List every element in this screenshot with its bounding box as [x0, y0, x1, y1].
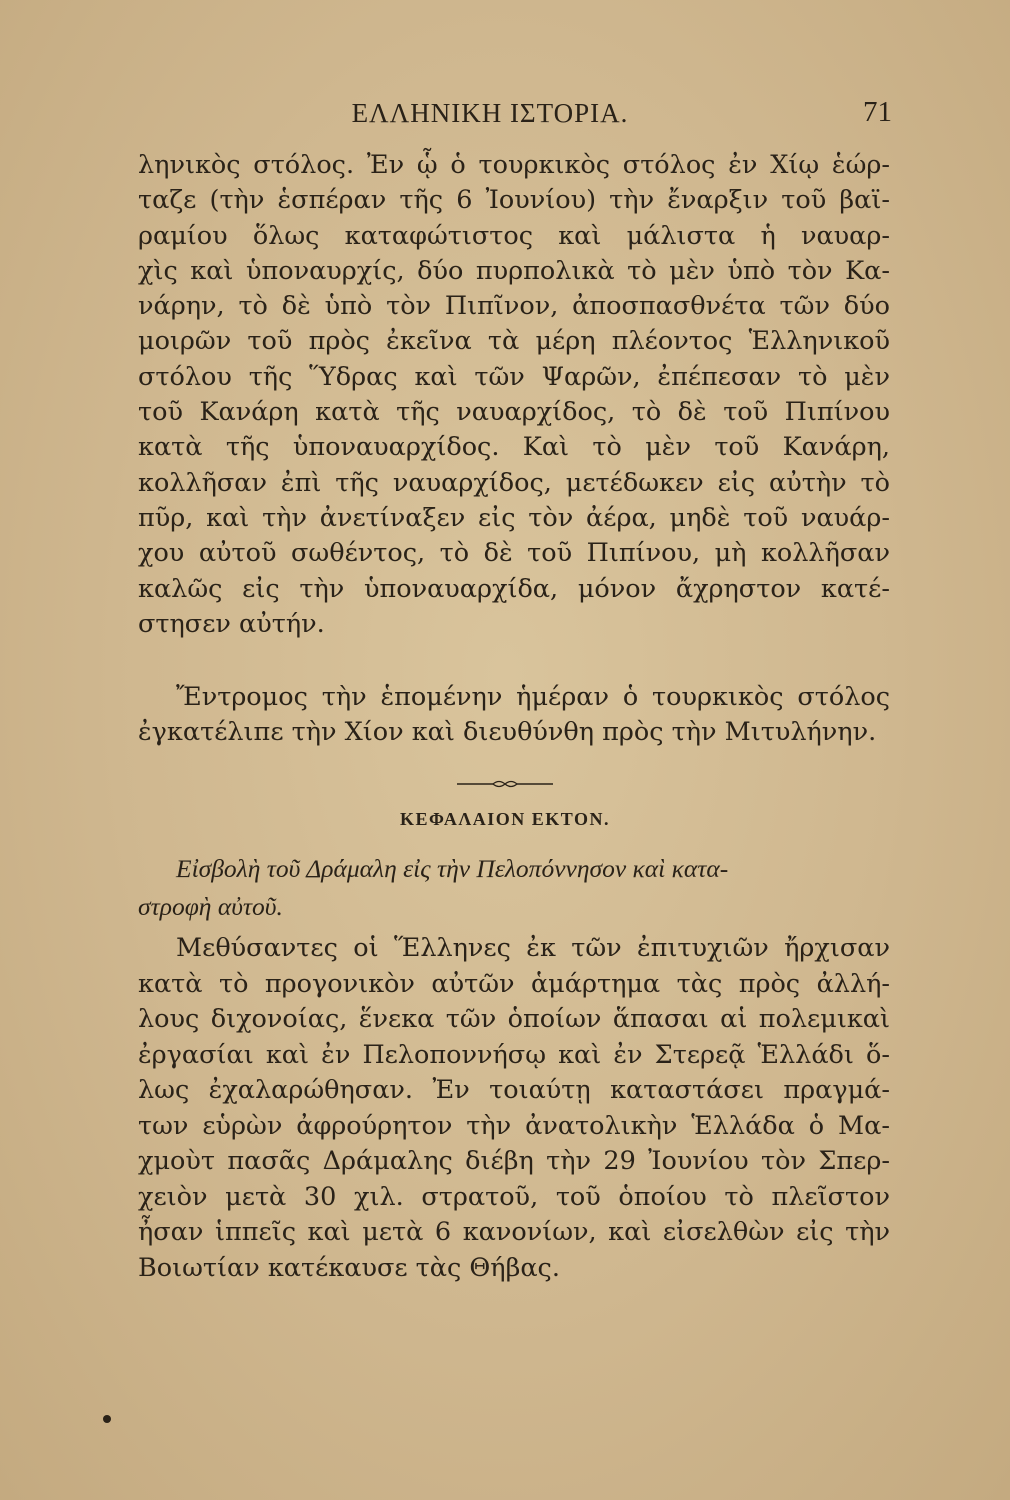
text-line: κολλῆσαν ἐπὶ τῆς ναυαρχίδος, μετέδωκεν εἰς αὐτὴν τὸ [138, 467, 890, 498]
paragraph-fleet-retreat [138, 680, 890, 751]
ink-dot-mark [103, 1415, 111, 1423]
running-title: ΕΛΛΗΝΙΚΗ ΙΣΤΟΡΙΑ. [351, 98, 629, 128]
text-line: λως ἐχαλαρώθησαν. Ἐν τοιαύτῃ καταστάσει πραγμά- [138, 1075, 890, 1105]
text-line: μοιρῶν τοῦ πρὸς ἐκεῖνα τὰ μέρη πλέοντος Ἑλληνικοῦ [138, 326, 890, 357]
text-line: χου αὐτοῦ σωθέντος, τὸ δὲ τοῦ Πιπίνου, μὴ κολλῆσαν [138, 538, 890, 569]
text-line: κατὰ τῆς ὑποναυαρχίδος. Καὶ τὸ μὲν τοῦ Κανάρη, [138, 432, 890, 463]
text-line: ἐγκατέλιπε τὴν Χίον καὶ διευθύνθη πρὸς τὴν Μιτυλήνην. [138, 717, 877, 748]
subtitle-line: στροφὴ αὐτοῦ. [138, 892, 283, 921]
text-line: χειὸν μετὰ 30 χιλ. στρατοῦ, τοῦ ὁποίου τὸ πλεῖστον [138, 1181, 890, 1212]
page-number: 71 [863, 96, 892, 128]
text-line: των εὑρὼν ἀφρούρητον τὴν ἀνατολικὴν Ἑλλάδα ὁ Μα- [138, 1110, 890, 1141]
text-line: ραμίου ὅλως καταφώτιστος καὶ μάλιστα ἡ ναυαρ- [138, 220, 890, 251]
text-line: χμοὺτ πασᾶς Δράμαλης διέβη τὴν 29 Ἰουνίου τὸν Σπερ- [138, 1146, 890, 1176]
subtitle-line: Εἰσβολὴ τοῦ Δράμαλη εἰς τὴν Πελοπόννησον καὶ κατα- [176, 854, 729, 883]
text-line: ἐργασίαι καὶ ἐν Πελοποννήσῳ καὶ ἐν Στερεᾷ Ἑλλάδι ὅ- [138, 1039, 890, 1070]
text-line: Μεθύσαντες οἱ Ἕλληνες ἐκ τῶν ἐπιτυχιῶν ἤρχισαν [176, 933, 890, 963]
text-line: ταζε (τὴν ἑσπέραν τῆς 6 Ἰουνίου) τὴν ἔναρξιν τοῦ βαϊ- [138, 185, 890, 216]
text-line: χὶς καὶ ὑποναυρχίς, δύο πυρπολικὰ τὸ μὲν ὑπὸ τὸν Κα- [138, 255, 890, 286]
text-line: ληνικὸς στόλος. Ἐν ᾧ ὁ τουρκικὸς στόλος ἐν Χίῳ ἑώρ- [138, 150, 890, 180]
text-line: στησεν αὐτήν. [138, 608, 325, 639]
text-line: κατὰ τὸ προγονικὸν αὐτῶν ἁμάρτημα τὰς πρὸς ἀλλή- [138, 968, 890, 999]
ornamental-divider [455, 779, 555, 789]
text-line: τοῦ Κανάρη κατὰ τῆς ναυαρχίδος, τὸ δὲ τοῦ Πιπίνου [138, 397, 890, 428]
text-line: Βοιωτίαν κατέκαυσε τὰς Θήβας. [138, 1252, 560, 1283]
text-line: λους διχονοίας, ἕνεκα τῶν ὁποίων ἅπασαι αἱ πολεμικαὶ [138, 1004, 890, 1034]
text-line: Ἔντρομος τὴν ἑπομένην ἡμέραν ὁ τουρκικὸς στόλος [176, 682, 890, 712]
text-line: στόλου τῆς Ὕδρας καὶ τῶν Ψαρῶν, ἐπέπεσαν τὸ μὲν [138, 361, 890, 392]
page-header [0, 94, 1010, 134]
text-line: νάρην, τὸ δὲ ὑπὸ τὸν Πιπῖνον, ἀποσπασθνέτα τῶν δύο [138, 291, 890, 322]
paragraph-dramali-invasion [138, 931, 890, 1286]
paragraph-naval-attack [138, 148, 890, 642]
chapter-title: ΚΕΦΑΛΑΙΟΝ ΕΚΤΟΝ. [400, 809, 610, 829]
text-line: καλῶς εἰς τὴν ὑποναυαρχίδα, μόνον ἄχρηστον κατέ- [138, 573, 890, 604]
chapter-subtitle [138, 850, 890, 926]
text-line: πῦρ, καὶ τὴν ἀνετίναξεν εἰς τὸν ἀέρα, μηδὲ τοῦ ναυάρ- [138, 502, 890, 533]
text-line: ἦσαν ἱππεῖς καὶ μετὰ 6 κανονίων, καὶ εἰσελθὼν εἰς τὴν [138, 1217, 890, 1247]
